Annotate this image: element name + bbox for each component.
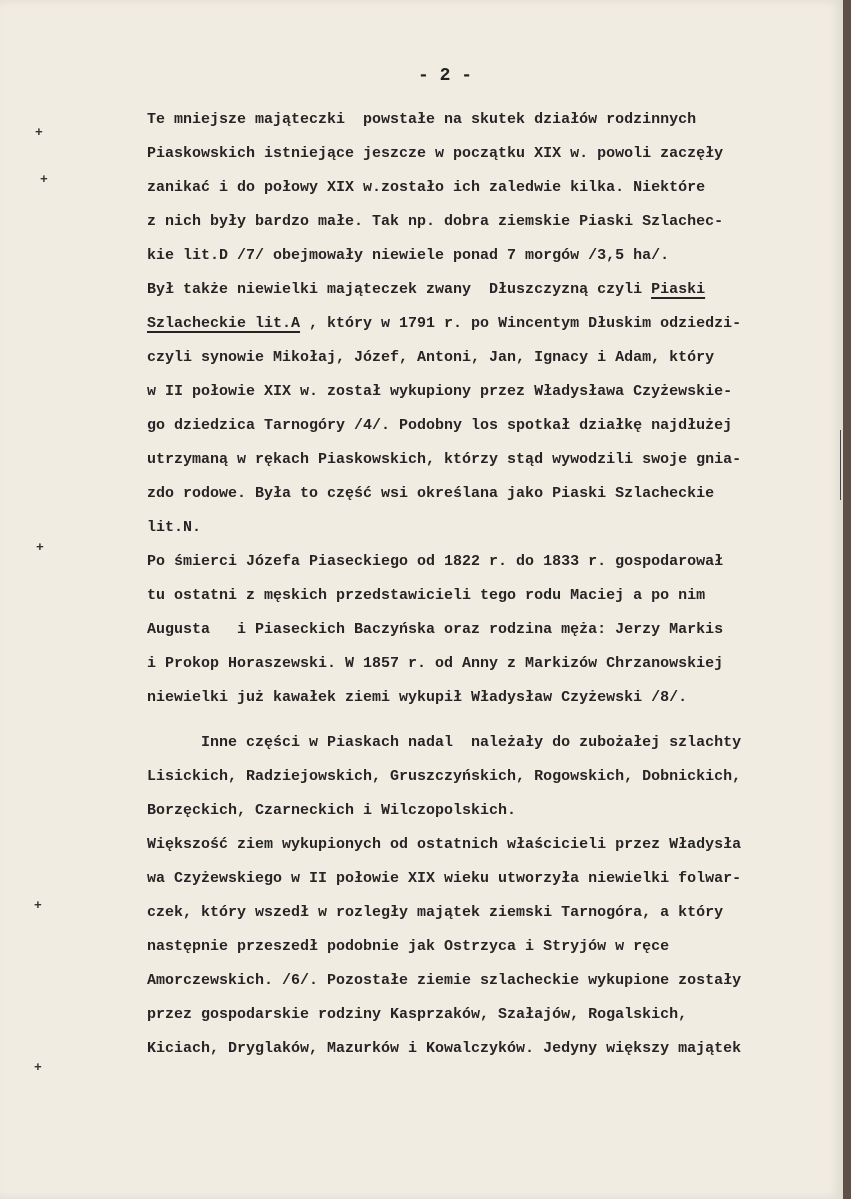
text-line-content: Był także niewielki mająteczek zwany Dłuszczyzną czyli <box>147 281 652 298</box>
text-line-content: go dziedzica Tarnogóry /4/. Podobny los spotkał działkę najdłużej <box>147 417 733 434</box>
text-line <box>147 972 741 989</box>
text-line <box>147 383 732 400</box>
text-line <box>147 734 741 751</box>
text-line-content: Te mniejsze mająteczki powstałe na skutek działów rodzinnych <box>147 111 697 128</box>
text-line-content: Borzęckich, Czarneckich i Wilczopolskich. <box>147 802 517 819</box>
text-line <box>147 315 741 332</box>
text-line-content: wa Czyżewskiego w II połowie XIX wieku utworzyła niewielki folwar- <box>147 870 742 887</box>
text-line <box>147 179 705 196</box>
text-line <box>147 485 714 502</box>
margin-mark: + <box>40 172 48 187</box>
handwritten-bracket <box>840 430 841 500</box>
text-line-content: Amorczewskich. /6/. Pozostałe ziemie szlacheckie wykupione zostały <box>147 972 742 989</box>
text-line <box>147 689 687 706</box>
text-line <box>147 1040 741 1057</box>
text-line-content: utrzymaną w rękach Piaskowskich, którzy stąd wywodzili swoje gnia- <box>147 451 742 468</box>
text-line-content: Szlacheckie lit.A , który w 1791 r. po Wincentym Dłuskim odziedzi- <box>147 315 742 332</box>
text-line <box>147 349 714 366</box>
margin-mark: + <box>35 125 43 140</box>
text-line <box>147 1006 687 1023</box>
margin-mark: + <box>34 1060 42 1075</box>
text-line-content: Augusta i Piaseckich Baczyńska oraz rodzina męża: Jerzy Markis <box>147 621 724 638</box>
text-line-content: czek, który wszedł w rozległy majątek ziemski Tarnogóra, a który <box>147 904 724 921</box>
text-line <box>147 621 723 638</box>
text-line-content: z nich były bardzo małe. Tak np. dobra ziemskie Piaski Szlachec- <box>147 213 724 230</box>
text-line-content: lit.N. <box>147 519 202 536</box>
text-line <box>147 519 201 536</box>
text-line <box>147 247 669 264</box>
text-line-content: Piaskowskich istniejące jeszcze w początku XIX w. powoli zaczęły <box>147 145 724 162</box>
text-line <box>147 451 741 468</box>
text-line <box>147 145 723 162</box>
text-line-content: następnie przeszedł podobnie jak Ostrzyca i Stryjów w ręce <box>147 938 670 955</box>
text-line <box>147 553 723 570</box>
text-line <box>147 213 723 230</box>
text-line <box>147 870 741 887</box>
text-line <box>147 904 723 921</box>
text-line <box>147 802 516 819</box>
underlined-text: Piaski <box>651 281 706 298</box>
text-line-content: Lisickich, Radziejowskich, Gruszczyńskich, Rogowskich, Dobnickich, <box>147 768 742 785</box>
text-line-content: i Prokop Horaszewski. W 1857 r. od Anny z Markizów Chrzanowskiej <box>147 655 724 672</box>
margin-mark: + <box>36 540 44 555</box>
text-line-content: Większość ziem wykupionych od ostatnich właścicieli przez Władysła <box>147 836 742 853</box>
page-number: - 2 - <box>418 66 473 86</box>
text-line-content: Kiciach, Dryglaków, Mazurków i Kowalczyków. Jedyny większy majątek <box>147 1040 742 1057</box>
text-line <box>147 768 741 785</box>
text-line <box>147 938 669 955</box>
text-line <box>147 587 705 604</box>
text-line-content: zdo rodowe. Była to część wsi określana jako Piaski Szlacheckie <box>147 485 715 502</box>
text-line-content: zanikać i do połowy XIX w.zostało ich zaledwie kilka. Niektóre <box>147 179 706 196</box>
margin-mark: + <box>34 898 42 913</box>
text-line-content: kie lit.D /7/ obejmowały niewiele ponad 7 morgów /3,5 ha/. <box>147 247 670 264</box>
text-line-content: niewielki już kawałek ziemi wykupił Władysław Czyżewski /8/. <box>147 689 688 706</box>
text-line <box>147 111 696 128</box>
text-line-content: tu ostatni z męskich przedstawicieli tego rodu Maciej a po nim <box>147 587 706 604</box>
text-line <box>147 281 705 298</box>
text-line-content: czyli synowie Mikołaj, Józef, Antoni, Jan, Ignacy i Adam, który <box>147 349 715 366</box>
text-line-content: przez gospodarskie rodziny Kasprzaków, Szałajów, Rogalskich, <box>147 1006 688 1023</box>
text-line <box>147 417 732 434</box>
text-line <box>147 655 723 672</box>
underlined-text: Szlacheckie lit.A <box>147 315 301 332</box>
text-line-content: Inne części w Piaskach nadal należały do zubożałej szlachty <box>147 734 742 751</box>
text-line <box>147 836 741 853</box>
text-line-content: w II połowie XIX w. został wykupiony przez Władysława Czyżewskie- <box>147 383 733 400</box>
text-line-content: Po śmierci Józefa Piaseckiego od 1822 r. do 1833 r. gospodarował <box>147 553 724 570</box>
